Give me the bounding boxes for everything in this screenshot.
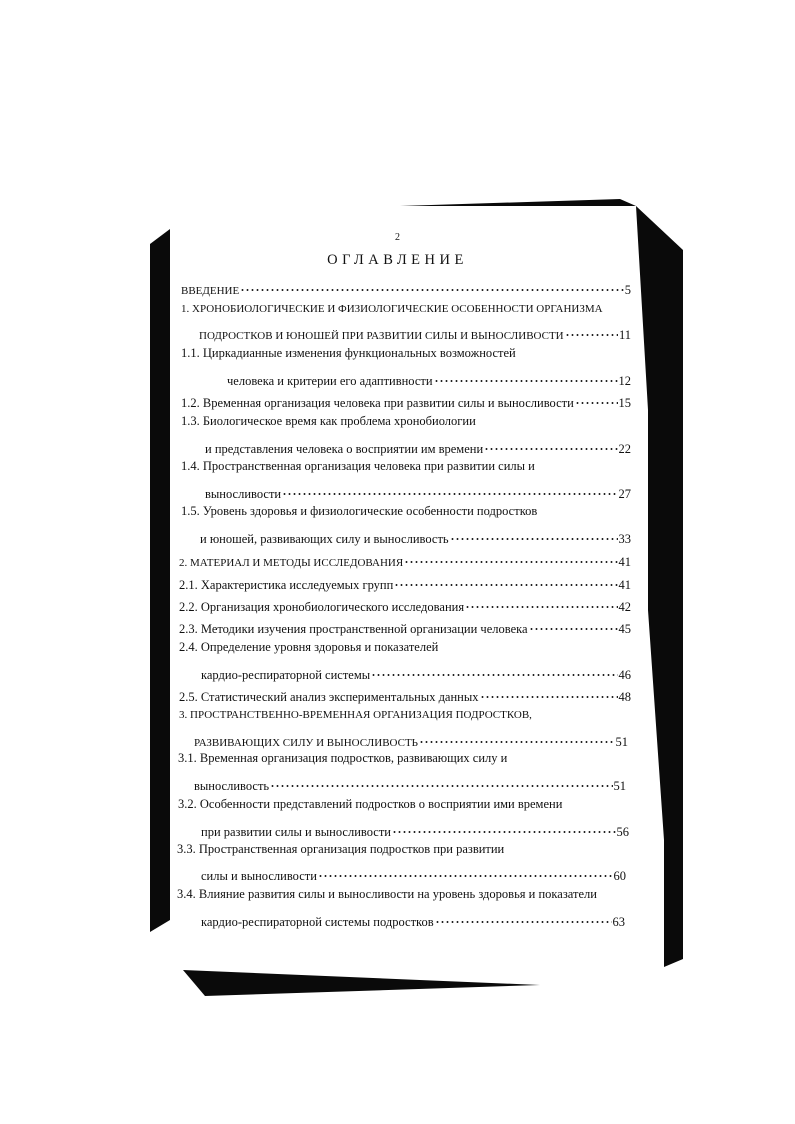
toc-entry-1-4-line1: 1.4. Пространственная организация человека при развитии силы и <box>181 459 535 473</box>
toc-entry-3-1 <box>194 772 626 793</box>
toc-entry-page: 12 <box>618 374 631 388</box>
toc-entry-label: 2.5. Статистический анализ экспериментальных данных <box>179 690 479 704</box>
toc-entry-2-1 <box>179 571 631 592</box>
toc-entry-1-1-line1: 1.1. Циркадианные изменения функциональных возможностей <box>181 346 516 360</box>
toc-entry-page: 41 <box>618 578 631 592</box>
toc-entry-3-4-line1: 3.4. Влияние развития силы и выносливости на уровень здоровья и показатели <box>177 887 597 901</box>
toc-entry-label: человека и критерии его адаптивности <box>227 374 433 388</box>
toc-entry-page: 60 <box>613 869 626 883</box>
toc-entry-page: 11 <box>618 328 631 342</box>
dot-leader <box>404 548 617 566</box>
toc-entry-chapter-3 <box>194 728 628 749</box>
dot-leader <box>318 862 613 880</box>
toc-entry-page: 15 <box>618 396 631 410</box>
toc-entry-label: при развитии силы и выносливости <box>201 825 391 839</box>
toc-entry-1-3 <box>205 435 631 456</box>
toc-entry-page: 51 <box>615 735 628 749</box>
toc-entry-label: выносливость <box>194 779 270 793</box>
dot-leader <box>282 480 617 498</box>
toc-entry-page: 45 <box>618 622 631 636</box>
toc-entry-label: силы и выносливости <box>201 869 317 883</box>
toc-entry-3-3 <box>201 862 626 883</box>
toc-entry-3-2 <box>201 818 629 839</box>
dot-leader <box>270 772 612 790</box>
toc-entry-page: 22 <box>618 442 631 456</box>
toc-entry-page: 51 <box>613 779 626 793</box>
toc-entry-label: 2.3. Методики изучения пространственной организации человека <box>179 622 528 636</box>
dot-leader <box>434 367 618 385</box>
toc-entry-label: ВВЕДЕНИЕ <box>181 285 240 297</box>
dot-leader <box>240 276 624 294</box>
toc-entry-page: 48 <box>618 690 631 704</box>
dot-leader <box>392 818 616 836</box>
toc-entry-1-5 <box>200 525 631 546</box>
toc-entry-label: и представления человека о восприятии им времени <box>205 442 484 456</box>
toc-entry-label: 2. МАТЕРИАЛ И МЕТОДЫ ИССЛЕДОВАНИЯ <box>179 557 404 569</box>
toc-entry-label: кардио-респираторной системы подростков <box>201 915 434 929</box>
dot-leader <box>371 661 617 679</box>
dot-leader <box>394 571 617 589</box>
toc-entry-page: 56 <box>616 825 629 839</box>
toc-entry-1-4 <box>205 480 631 501</box>
toc-entry-introduction <box>181 276 631 297</box>
toc-entry-2-4 <box>201 661 631 682</box>
toc-entry-page: 27 <box>618 487 631 501</box>
toc-entry-2-4-line1: 2.4. Определение уровня здоровья и показателей <box>179 640 439 654</box>
page-number: 2 <box>395 232 400 243</box>
toc-entry-3-4 <box>201 908 625 929</box>
toc-entry-2-2 <box>179 593 631 614</box>
dot-leader <box>480 683 618 701</box>
dot-leader <box>565 321 618 339</box>
toc-entry-label: 1.2. Временная организация человека при развитии силы и выносливости <box>181 396 574 410</box>
toc-entry-label: выносливости <box>205 487 282 501</box>
toc-entry-page: 5 <box>624 283 631 297</box>
toc-entry-3-2-line1: 3.2. Особенности представлений подростков о восприятии ими времени <box>178 797 563 811</box>
dot-leader <box>529 615 618 633</box>
toc-entry-label: РАЗВИВАЮЩИХ СИЛУ И ВЫНОСЛИВОСТЬ <box>194 737 418 749</box>
toc-entry-chapter-3-line1: 3. ПРОСТРАНСТВЕННО-ВРЕМЕННАЯ ОРГАНИЗАЦИЯ ПОДРОСТКОВ, <box>179 709 532 721</box>
toc-entry-1-1 <box>227 367 631 388</box>
toc-entry-page: 41 <box>618 555 631 569</box>
toc-entry-1-3-line1: 1.3. Биологическое время как проблема хронобиологии <box>181 414 476 428</box>
toc-entry-label: и юношей, развивающих силу и выносливость <box>200 532 449 546</box>
toc-entry-label: 2.2. Организация хронобиологического исследования <box>179 600 465 614</box>
toc-entry-1-2 <box>181 389 631 410</box>
dot-leader <box>575 389 618 407</box>
dot-leader <box>484 435 617 453</box>
toc-entry-page: 46 <box>618 668 631 682</box>
toc-entry-chapter-1 <box>199 321 631 342</box>
toc-entry-label: 2.1. Характеристика исследуемых групп <box>179 578 394 592</box>
toc-entry-label: ПОДРОСТКОВ И ЮНОШЕЙ ПРИ РАЗВИТИИ СИЛЫ И ВЫНОСЛИВОСТИ <box>199 330 564 342</box>
toc-entry-chapter-1-line1: 1. ХРОНОБИОЛОГИЧЕСКИЕ И ФИЗИОЛОГИЧЕСКИЕ ОСОБЕННОСТИ ОРГАНИЗМА <box>181 303 603 315</box>
toc-entry-page: 63 <box>612 915 625 929</box>
toc-entry-2-5 <box>179 683 631 704</box>
dot-leader <box>450 525 618 543</box>
toc-entry-page: 42 <box>618 600 631 614</box>
toc-entry-page: 33 <box>618 532 631 546</box>
toc-entry-3-1-line1: 3.1. Временная организация подростков, развивающих силу и <box>178 751 508 765</box>
dot-leader <box>419 728 615 746</box>
dot-leader <box>465 593 617 611</box>
toc-entry-3-3-line1: 3.3. Пространственная организация подростков при развитии <box>177 842 505 856</box>
dot-leader <box>435 908 612 926</box>
toc-entry-label: кардио-респираторной системы <box>201 668 371 682</box>
page-title: ОГЛАВЛЕНИЕ <box>327 252 468 268</box>
toc-entry-chapter-2 <box>179 548 631 569</box>
toc-entry-2-3 <box>179 615 631 636</box>
toc-entry-1-5-line1: 1.5. Уровень здоровья и физиологические особенности подростков <box>181 504 538 518</box>
